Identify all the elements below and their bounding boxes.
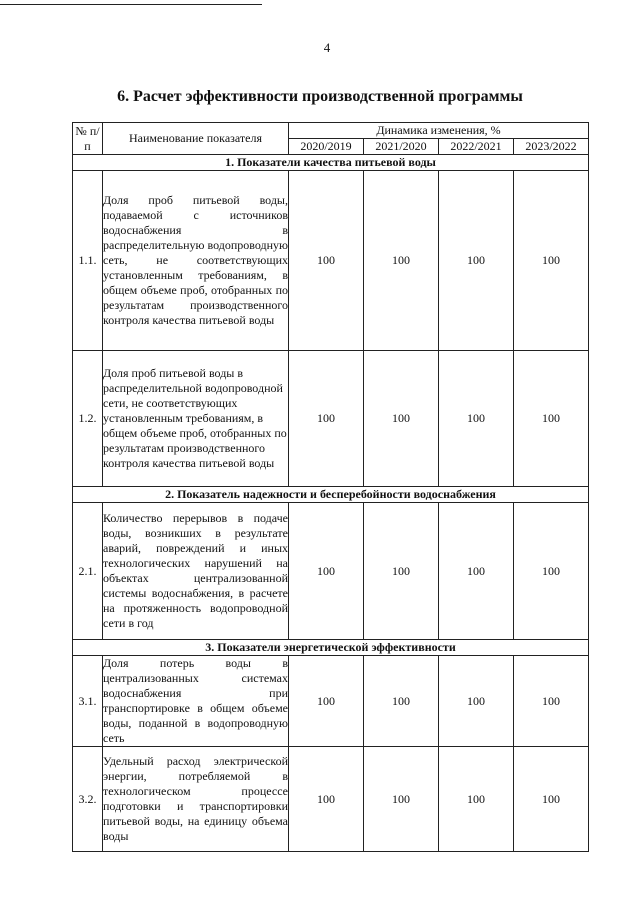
row-value: 100 bbox=[289, 503, 364, 640]
row-value: 100 bbox=[514, 656, 589, 747]
table-row bbox=[73, 503, 589, 640]
row-value: 100 bbox=[514, 503, 589, 640]
row-value: 100 bbox=[514, 351, 589, 487]
page-title: 6. Расчет эффективности производственной программы bbox=[117, 88, 523, 105]
header-dynamics: Динамика изменения, % bbox=[289, 123, 589, 139]
row-value: 100 bbox=[289, 656, 364, 747]
row-name: Удельный расход электрической энергии, потребляемой в технологическом процессе подготовки и транспортировки питьевой воды, на единицу объема воды bbox=[103, 747, 289, 852]
row-name: Доля проб питьевой воды в распределительной водопроводной сети, не соответствующих установленным требованиям, в общем объеме проб, отобранных по результатам производственного контроля качества питьевой воды bbox=[103, 351, 289, 487]
row-value: 100 bbox=[364, 503, 439, 640]
table-row bbox=[73, 747, 589, 852]
row-value: 100 bbox=[439, 656, 514, 747]
row-name: Доля потерь воды в централизованных системах водоснабжения при транспортировке в общем объеме воды, поданной в водопроводную сеть bbox=[103, 656, 288, 745]
row-value: 100 bbox=[364, 351, 439, 487]
row-value: 100 bbox=[514, 747, 589, 852]
table-header bbox=[73, 123, 589, 155]
header-period: 2023/2022 bbox=[514, 139, 589, 155]
header-period: 2022/2021 bbox=[439, 139, 514, 155]
table-row bbox=[73, 171, 589, 351]
row-name: Доля проб питьевой воды, подаваемой с источников водоснабжения в распределительную водопроводную сеть, не соответствующих установленным требованиям, в общем объеме проб, отобранных по результатам производственного контроля качества питьевой воды bbox=[103, 171, 289, 351]
section-title: 2. Показатель надежности и бесперебойности водоснабжения bbox=[73, 487, 589, 503]
header-period: 2020/2019 bbox=[289, 139, 364, 155]
row-number: 3.1. bbox=[73, 656, 103, 747]
row-value: 100 bbox=[289, 171, 364, 351]
row-value: 100 bbox=[439, 503, 514, 640]
row-number: 1.2. bbox=[73, 351, 103, 487]
section-quality bbox=[73, 155, 589, 487]
row-value: 100 bbox=[364, 171, 439, 351]
efficiency-table bbox=[72, 122, 589, 852]
row-number: 1.1. bbox=[73, 171, 103, 351]
section-title: 3. Показатели энергетической эффективности bbox=[73, 640, 589, 656]
row-value: 100 bbox=[514, 171, 589, 351]
row-value: 100 bbox=[439, 351, 514, 487]
page-number: 4 bbox=[323, 40, 331, 55]
section-title: 1. Показатели качества питьевой воды bbox=[73, 155, 589, 171]
row-value: 100 bbox=[364, 656, 439, 747]
row-value: 100 bbox=[439, 171, 514, 351]
header-period: 2021/2020 bbox=[364, 139, 439, 155]
row-name: Количество перерывов в подаче воды, возникших в результате аварий, повреждений и иных технологических нарушений на объектах централизованной системы водоснабжения, в расчете на протяженность водопроводной сети в год bbox=[103, 503, 289, 640]
row-number: 2.1. bbox=[73, 503, 103, 640]
table-row bbox=[73, 656, 589, 747]
row-number: 3.2. bbox=[73, 747, 103, 852]
row-value: 100 bbox=[364, 747, 439, 852]
section-reliability bbox=[73, 487, 589, 640]
table-row bbox=[73, 351, 589, 487]
section-energy bbox=[73, 640, 589, 852]
top-rule bbox=[0, 4, 262, 5]
row-value: 100 bbox=[439, 747, 514, 852]
header-no: № п/п bbox=[73, 123, 103, 155]
row-value: 100 bbox=[289, 747, 364, 852]
row-value: 100 bbox=[289, 351, 364, 487]
header-name: Наименование показателя bbox=[103, 123, 289, 155]
